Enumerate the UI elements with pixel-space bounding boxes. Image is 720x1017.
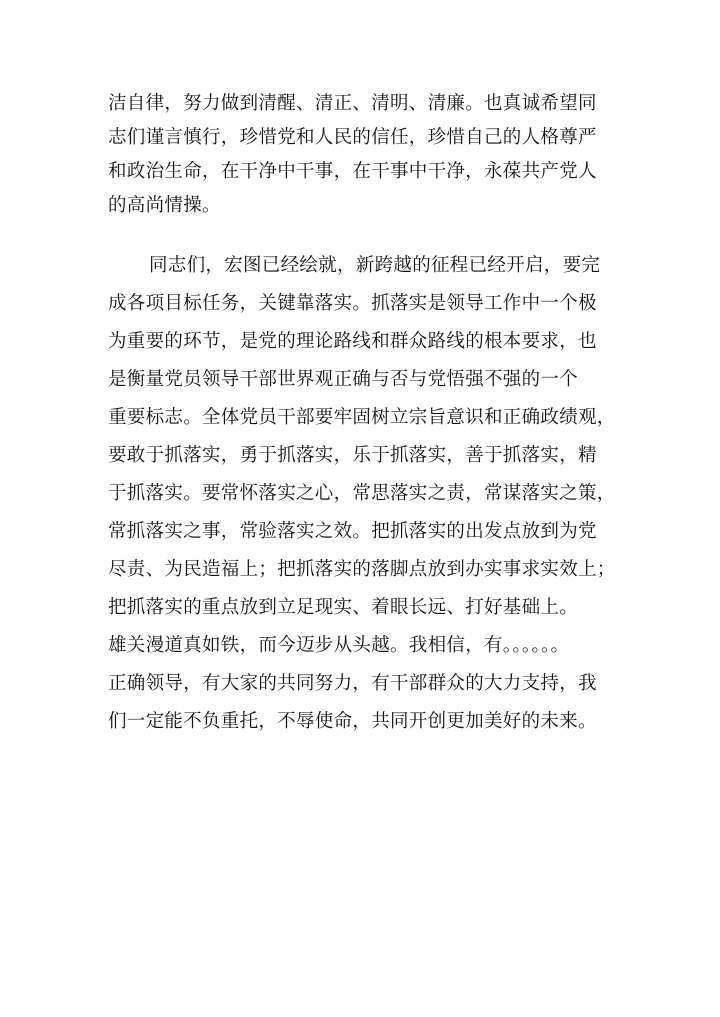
- text-line: 于抓落实。要常怀落实之心，常思落实之责，常谋落实之策，: [108, 483, 616, 504]
- text-line: 为重要的环节，是党的理论路线和群众路线的根本要求，也: [108, 331, 597, 352]
- text-line: 成各项目标任务，关键靠落实。抓落实是领导工作中一个极: [108, 293, 597, 314]
- text-line: 和政治生命，在干净中干事，在干事中干净，永葆共产党人: [108, 161, 597, 182]
- text-line: 常抓落实之事，常验落实之效。把抓落实的出发点放到为党: [108, 521, 597, 542]
- text-line: 尽责、为民造福上；把抓落实的落脚点放到办实事求实效上；: [108, 559, 616, 580]
- text-line: 洁自律，努力做到清醒、清正、清明、清廉。也真诚希望同: [108, 93, 597, 114]
- text-line: 们一定能不负重托，不辱使命，共同开创更加美好的未来。: [108, 711, 597, 732]
- text-line: 正确领导，有大家的共同努力，有干部群众的大力支持，我: [108, 673, 597, 694]
- text-line: 要敢于抓落实，勇于抓落实，乐于抓落实，善于抓落实，精: [108, 445, 597, 466]
- text-line: 是衡量党员领导干部世界观正确与否与党悟强不强的一个: [108, 369, 579, 390]
- text-line: 雄关漫道真如铁，而今迈步从头越。我相信，有。。。。。。: [108, 635, 570, 656]
- text-line: 把抓落实的重点放到立足现实、着眼长远、打好基础上。: [108, 597, 579, 618]
- text-line: 同志们，宏图已经绘就，新跨越的征程已经开启，要完: [149, 255, 601, 276]
- text-line: 志们谨言慎行，珍惜党和人民的信任，珍惜自己的人格尊严: [108, 127, 597, 148]
- text-line: 的高尚情操。: [108, 195, 221, 216]
- text-line: 重要标志。全体党员干部要牢固树立宗旨意识和正确政绩观，: [108, 407, 616, 428]
